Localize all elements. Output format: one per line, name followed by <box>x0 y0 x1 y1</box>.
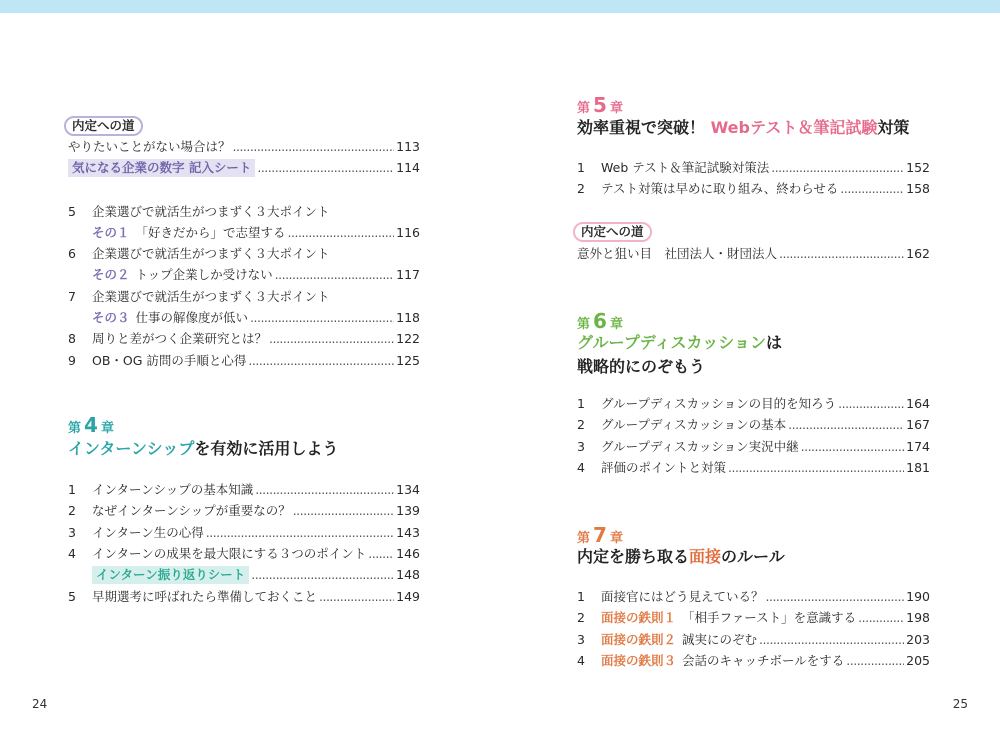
toc-row[interactable]: 5 早期選考に呼ばれたら準備しておくこと ..... 149 <box>68 588 420 606</box>
top-color-band <box>0 0 1000 13</box>
chapter-6-title: グループディスカッションは <box>577 333 782 352</box>
naitei-badge: 内定への道 <box>573 222 652 242</box>
toc-row[interactable]: 2 グループディスカッションの基本 ..... 167 <box>577 416 930 434</box>
toc-row[interactable]: 3 グループディスカッション実況中継 ..... 174 <box>577 438 930 456</box>
sheet-highlight: 気になる企業の数字 記入シート <box>68 159 255 177</box>
chapter-7-label: 第 7 章 <box>577 523 623 547</box>
toc-row[interactable]: 気になる企業の数字 記入シート ..... 114 <box>68 159 420 177</box>
page-number-right: 25 <box>952 697 968 711</box>
toc-row[interactable]: 2 なぜインターンシップが重要なの？ ..... 139 <box>68 502 420 520</box>
chapter-5-title: 効率重視で突破！ Webテスト＆筆記試験対策 <box>577 118 910 137</box>
toc-row[interactable]: インターン振り返りシート ..... 148 <box>68 566 420 584</box>
toc-row[interactable]: 4 インターンの成果を最大限にする３つのポイント ..... 146 <box>68 545 420 563</box>
toc-row[interactable]: 2 面接の鉄則１ 「相手ファースト」を意識する ..... 198 <box>577 609 930 627</box>
chapter-4-label: 第 4 章 <box>68 413 114 437</box>
toc-row[interactable]: 1 Web テスト＆筆記試験対策法 ..... 152 <box>577 159 930 177</box>
toc-row[interactable]: 3 インターン生の心得 ..... 143 <box>68 524 420 542</box>
toc-row[interactable]: 意外と狙い目 社団法人・財団法人 ..... 162 <box>577 245 930 263</box>
toc-row[interactable]: 7 企業選びで就活生がつまずく３大ポイント <box>68 289 330 304</box>
toc-row[interactable]: 9 OB・OG 訪問の手順と心得 ..... 125 <box>68 352 420 370</box>
toc-row[interactable]: 6 企業選びで就活生がつまずく３大ポイント <box>68 246 330 261</box>
toc-row[interactable]: 4 面接の鉄則３ 会話のキャッチボールをする ..... 205 <box>577 652 930 670</box>
chapter-5-label: 第 5 章 <box>577 93 623 117</box>
toc-row[interactable]: 1 グループディスカッションの目的を知ろう ..... 164 <box>577 395 930 413</box>
toc-row[interactable]: 2 テスト対策は早めに取り組み、終わらせる ..... 158 <box>577 180 930 198</box>
toc-row[interactable]: 1 インターンシップの基本知識 ..... 134 <box>68 481 420 499</box>
chapter-7-title: 内定を勝ち取る面接のルール <box>577 547 785 566</box>
toc-row[interactable]: 8 周りと差がつく企業研究とは？ ..... 122 <box>68 330 420 348</box>
chapter-6-label: 第 6 章 <box>577 309 623 333</box>
toc-row[interactable]: やりたいことがない場合は？ ..... 113 <box>68 138 420 156</box>
toc-row[interactable]: その１ 「好きだから」で志望する ..... 116 <box>68 224 420 242</box>
toc-row[interactable]: その２ トップ企業しか受けない ..... 117 <box>68 266 420 284</box>
toc-row[interactable]: その３ 仕事の解像度が低い ..... 118 <box>68 309 420 327</box>
toc-row[interactable]: 3 面接の鉄則２ 誠実にのぞむ ..... 203 <box>577 631 930 649</box>
toc-row[interactable]: 4 評価のポイントと対策 ..... 181 <box>577 459 930 477</box>
chapter-4-title: インターンシップを有効に活用しよう <box>68 439 339 458</box>
sheet-highlight: インターン振り返りシート <box>92 566 249 584</box>
toc-row[interactable]: 1 面接官にはどう見えている？ ..... 190 <box>577 588 930 606</box>
chapter-6-title-line2: 戦略的にのぞもう <box>577 357 706 376</box>
page-number-left: 24 <box>32 697 48 711</box>
naitei-badge: 内定への道 <box>64 116 143 136</box>
toc-row[interactable]: 5 企業選びで就活生がつまずく３大ポイント <box>68 204 330 219</box>
